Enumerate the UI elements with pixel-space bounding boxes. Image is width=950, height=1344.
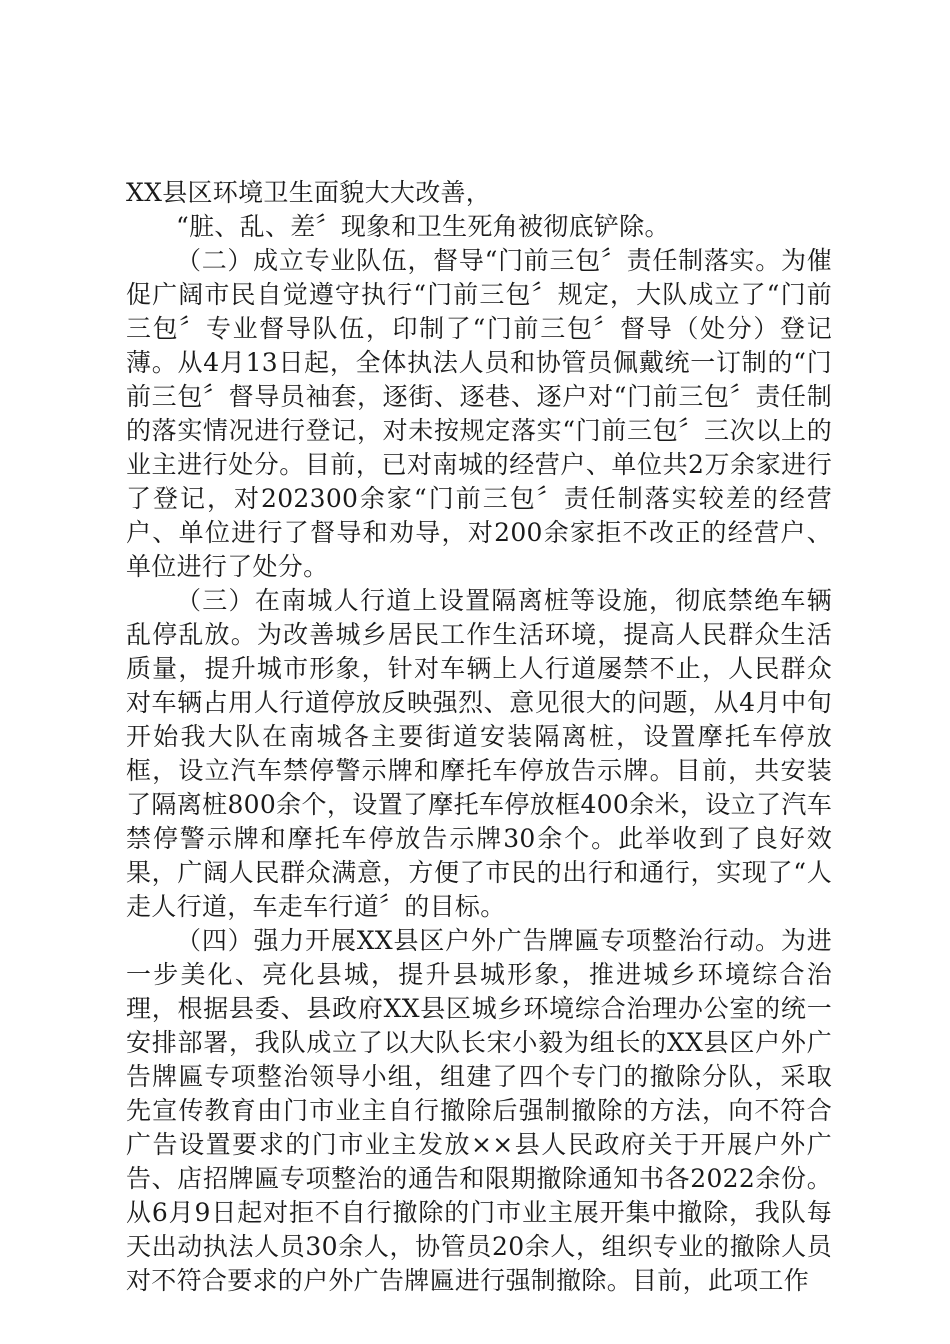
- document-body: [126, 176, 832, 1298]
- paragraph-5: （四）强力开展XX县区户外广告牌匾专项整治行动。为进一步美化、亮化县城，提升县城形象，推进城乡环境综合治理，根据县委、县政府XX县区城乡环境综合治理办公室的统一安排部署，我队成立了以大队长宋小毅为组长的XX县区户外广告牌匾专项整治领导小组，组建了四个专门的撤除分队，采取先宣传教育由门市业主自行撤除后强制撤除的方法，向不符合广告设置要求的门市业主发放××县人民政府关于开展户外广告、店招牌匾专项整治的通告和限期撤除通知书各2022余份。从6月9日起对拒不自行撤除的门市业主展开集中撤除，我队每天出动执法人员30余人，协管员20余人，组织专业的撤除人员对不符合要求的户外广告牌匾进行强制撤除。目前，此项工作: [126, 926, 832, 1295]
- paragraph-2: “脏、乱、差〞现象和卫生死角被彻底铲除。: [176, 212, 670, 241]
- paragraph-4: （三）在南城人行道上设置隔离桩等设施，彻底禁绝车辆乱停乱放。为改善城乡居民工作生活环境，提高人民群众生活质量，提升城市形象，针对车辆上人行道屡禁不止，人民群众对车辆占用人行道停放反映强烈、意见很大的问题，从4月中旬开始我大队在南城各主要街道安装隔离桩，设置摩托车停放框，设立汽车禁停警示牌和摩托车停放告示牌。目前，共安装了隔离桩800余个，设置了摩托车停放框400余米，设立了汽车禁停警示牌和摩托车停放告示牌30余个。此举收到了良好效果，广阔人民群众满意，方便了市民的出行和通行，实现了“人走人行道，车走车行道〞的目标。: [126, 586, 832, 921]
- paragraph-1: XX县区环境卫生面貌大大改善，: [126, 178, 492, 207]
- paragraph-3: （二）成立专业队伍，督导“门前三包〞责任制落实。为催促广阔市民自觉遵守执行“门前三包〞规定，大队成立了“门前三包〞专业督导队伍，印制了“门前三包〞督导（处分）登记薄。从4月13日起，全体执法人员和协管员佩戴统一订制的“门前三包〞督导员袖套，逐街、逐巷、逐户对“门前三包〞责任制的落实情况进行登记，对未按规定落实“门前三包〞三次以上的业主进行处分。目前，已对南城的经营户、单位共2万余家进行了登记，对202300余家“门前三包〞责任制落实较差的经营户、单位进行了督导和劝导，对200余家拒不改正的经营户、单位进行了处分。: [126, 246, 832, 581]
